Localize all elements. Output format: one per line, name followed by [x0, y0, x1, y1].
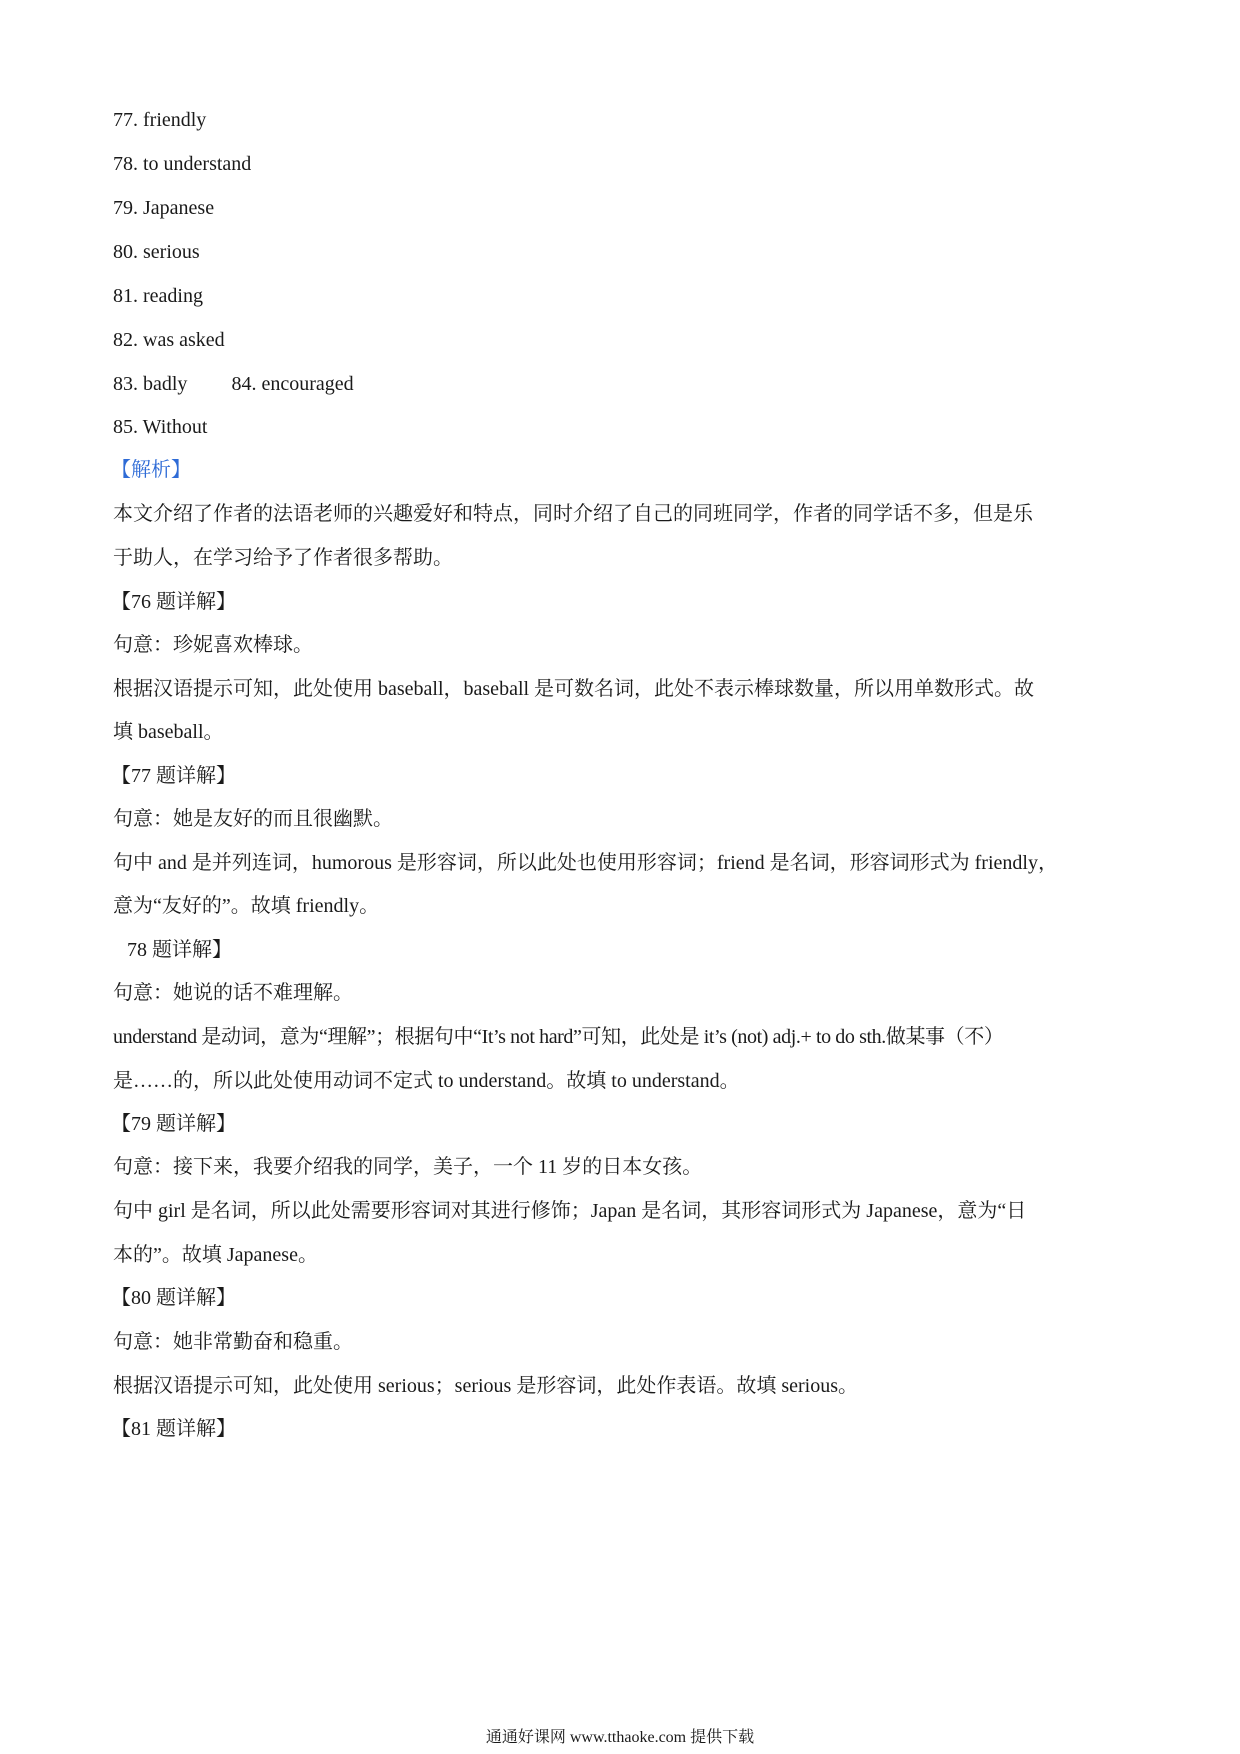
q77-title: 【77 题详解】 — [111, 765, 236, 787]
analysis-summary-line1: 本文介绍了作者的法语老师的兴趣爱好和特点，同时介绍了自己的同班同学，作者的同学话不多，但是乐 — [113, 503, 1033, 525]
q78-title: 78 题详解】 — [127, 939, 232, 961]
page-footer: 通通好课网 www.tthaoke.com 提供下载 — [485, 1729, 755, 1746]
q78-meaning: 句意：她说的话不难理解。 — [113, 982, 353, 1004]
answer-80: 80. serious — [113, 241, 200, 263]
answer-83: 83. badly — [113, 373, 188, 395]
analysis-heading: 【解析】 — [111, 459, 191, 481]
q77-meaning: 句意：她是友好的而且很幽默。 — [113, 808, 393, 830]
answer-83-84-row — [113, 371, 354, 397]
q76-explanation-line1: 根据汉语提示可知，此处使用 baseball，baseball 是可数名词，此处不表示棒球数量，所以用单数形式。故 — [113, 678, 1035, 700]
q77-explanation-line1: 句中 and 是并列连词，humorous 是形容词，所以此处也使用形容词；friend 是名词，形容词形式为 friendly， — [113, 852, 1058, 874]
q81-title: 【81 题详解】 — [111, 1418, 236, 1440]
q79-title: 【79 题详解】 — [111, 1113, 236, 1135]
q76-meaning: 句意：珍妮喜欢棒球。 — [113, 634, 313, 656]
q80-meaning: 句意：她非常勤奋和稳重。 — [113, 1331, 353, 1353]
q78-explanation-line2: 是……的，所以此处使用动词不定式 to understand。故填 to understand。 — [113, 1070, 740, 1092]
q76-explanation-line2: 填 baseball。 — [113, 721, 224, 743]
q79-explanation-line2: 本的”。故填 Japanese。 — [113, 1244, 318, 1266]
q76-title: 【76 题详解】 — [111, 591, 236, 613]
q80-title: 【80 题详解】 — [111, 1287, 236, 1309]
answer-84: 84. encouraged — [231, 373, 354, 395]
answer-79: 79. Japanese — [113, 197, 215, 219]
answer-85: 85. Without — [113, 416, 208, 438]
analysis-summary-line2: 于助人，在学习给予了作者很多帮助。 — [113, 547, 453, 569]
answer-81: 81. reading — [113, 285, 203, 307]
q80-explanation-line1: 根据汉语提示可知，此处使用 serious；serious 是形容词，此处作表语。故填 serious。 — [113, 1375, 858, 1397]
answer-78: 78. to understand — [113, 153, 252, 175]
q79-meaning: 句意：接下来，我要介绍我的同学，美子，一个 11 岁的日本女孩。 — [113, 1156, 703, 1178]
q77-explanation-line2: 意为“友好的”。故填 friendly。 — [113, 895, 380, 917]
q78-explanation-line1: understand 是动词，意为“理解”；根据句中“It’s not hard”可知，此处是 it’s (not) adj.+ to do sth.做某事（不） — [113, 1026, 1004, 1048]
answer-82: 82. was asked — [113, 329, 225, 351]
q79-explanation-line1: 句中 girl 是名词，所以此处需要形容词对其进行修饰；Japan 是名词，其形容词形式为 Japanese，意为“日 — [113, 1200, 1027, 1222]
answer-77: 77. friendly — [113, 109, 207, 131]
